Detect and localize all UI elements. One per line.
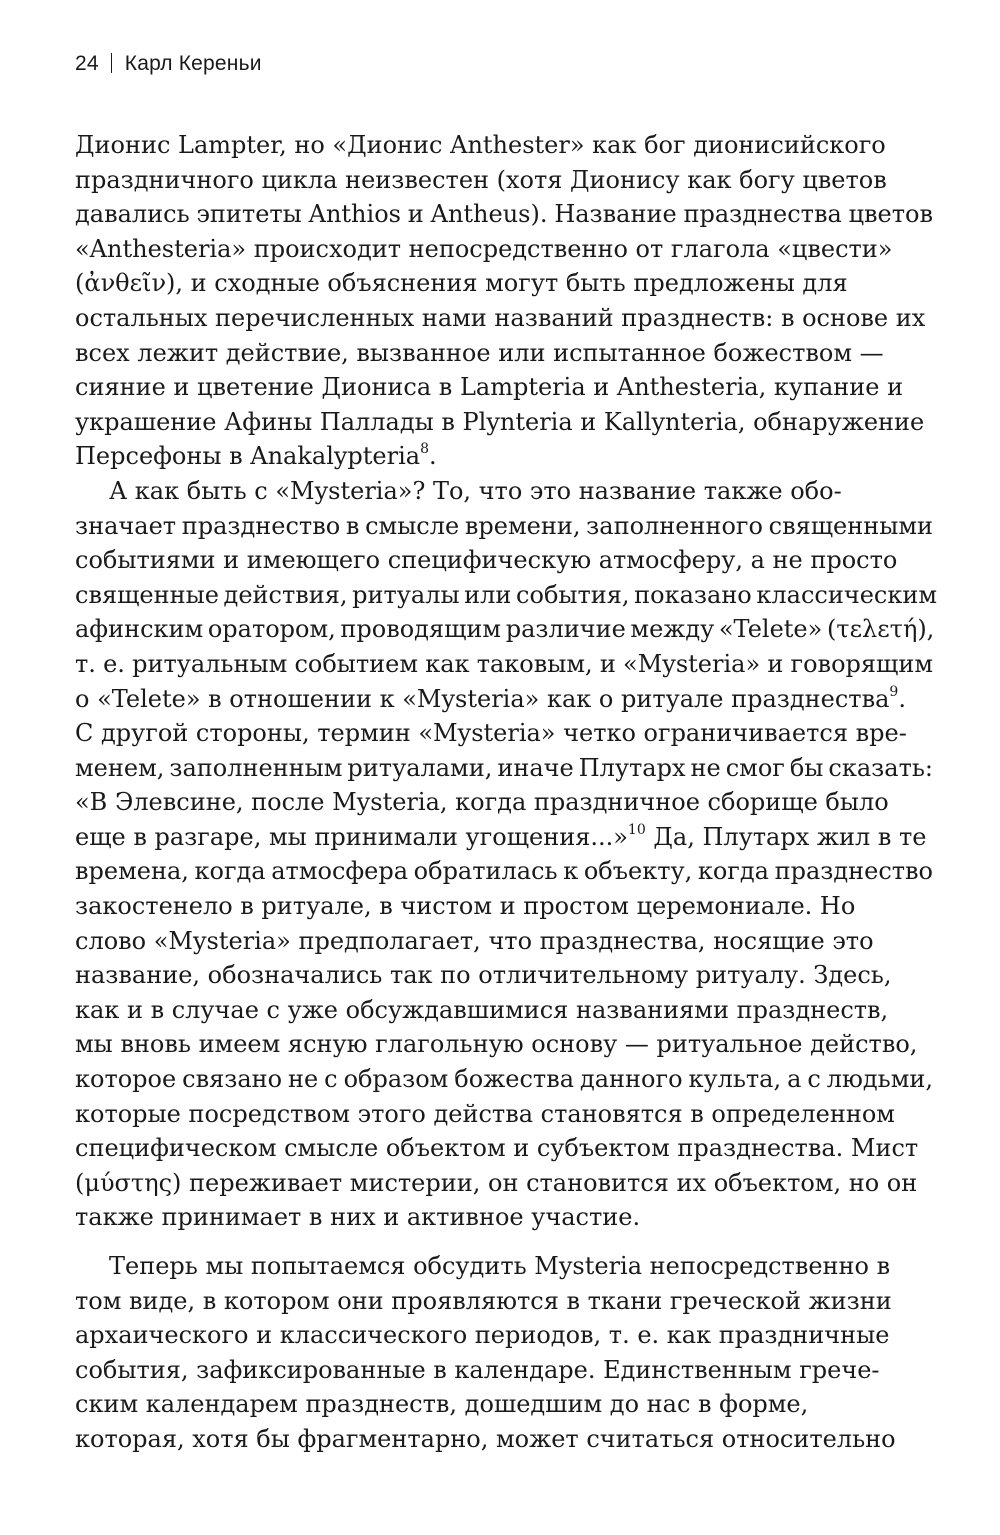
text-line: С другой стороны, термин «Mysteria» четко ограничивается вре- bbox=[75, 719, 907, 748]
text-line: специфическом смысле объектом и субъектом празднества. Мист bbox=[75, 1134, 919, 1163]
text-line: архаического и классического периодов, т. е. как праздничные bbox=[75, 1321, 890, 1350]
text-line: давались эпитеты Anthios и Antheus). Название празднества цветов bbox=[75, 200, 933, 229]
text-line: которая, хотя бы фрагментарно, может считаться относительно bbox=[75, 1424, 896, 1453]
text-line: закостенело в ритуале, в чистом и простом церемониале. Но bbox=[75, 892, 856, 921]
text-line: о «Telete» в отношении к «Mysteria» как о ритуале празднества$^9$. bbox=[75, 683, 906, 713]
text-line: еще в разгаре, мы принимали угощения...»$^{10}$ Да, Плутарх жил в те bbox=[75, 821, 927, 851]
text-line: Дионис Lampter, но «Дионис Anthester» как бог дионисийского bbox=[75, 131, 886, 159]
text-line: священные действия, ритуалы или события, показано классическим bbox=[75, 580, 937, 609]
text-line: всех лежит действие, вызванное или испытанное божеством — bbox=[75, 338, 884, 367]
text-line: «В Элевсине, после Mysteria, когда праздничное сборище было bbox=[75, 788, 889, 817]
text-line: т. е. ритуальным событием как таковым, и «Mysteria» и говорящим bbox=[75, 649, 933, 678]
text-line: времена, когда атмосфера обратилась к объекту, когда празднество bbox=[75, 857, 933, 886]
text-line: значает празднество в смысле времени, заполненного священными bbox=[75, 511, 933, 540]
running-header bbox=[75, 52, 262, 76]
text-line: события, зафиксированные в календаре. Единственным грече- bbox=[75, 1355, 880, 1384]
footnote-ref-9: 9 bbox=[889, 683, 899, 700]
running-title: Карл Кереньи bbox=[124, 52, 262, 75]
text-line: которые посредством этого действа становятся в определенном bbox=[75, 1099, 895, 1128]
footnote-ref-8: 8 bbox=[420, 441, 430, 458]
page-number: 24 bbox=[75, 52, 99, 75]
text-line: праздничного цикла неизвестен (хотя Дионису как богу цветов bbox=[75, 165, 887, 194]
text-line: мы вновь имеем ясную глагольную основу — ритуальное действо, bbox=[75, 1030, 918, 1059]
text-line: название, обозначались так по отличительному ритуалу. Здесь, bbox=[75, 961, 892, 990]
text-line: украшение Афины Паллады в Plynteria и Kallynteria, обнаружение bbox=[75, 407, 925, 436]
text-line: афинским оратором, проводящим различие между «Telete» (τελετή), bbox=[75, 615, 935, 644]
footnote-ref-10: 10 bbox=[627, 821, 646, 838]
text-line: слово «Mysteria» предполагает, что празднества, носящие это bbox=[75, 926, 874, 955]
header-separator bbox=[111, 53, 112, 73]
text-line: также принимает в них и активное участие. bbox=[75, 1203, 641, 1232]
text-line: «Anthesteria» происходит непосредственно от глагола «цвести» bbox=[75, 234, 893, 263]
text-line: событиями и имеющего специфическую атмосферу, а не просто bbox=[75, 546, 898, 575]
text-line: как и в случае с уже обсуждавшимися названиями празднеств, bbox=[75, 995, 889, 1024]
text-line: Персефоны в Anakalypteria$^8$. bbox=[75, 441, 437, 471]
text-line: (ἀνθεῖν), и сходные объяснения могут быть предложены для bbox=[75, 269, 848, 298]
text-line: остальных перечисленных нами названий празднеств: в основе их bbox=[75, 303, 926, 332]
text-line: ским календарем празднеств, дошедшим до нас в форме, bbox=[75, 1390, 809, 1419]
text-line: менем, заполненным ритуалами, иначе Плутарх не смог бы сказать: bbox=[75, 753, 933, 782]
text-line: Теперь мы попытаемся обсудить Mysteria непосредственно в bbox=[109, 1252, 891, 1280]
text-line: том виде, в котором они проявляются в ткани греческой жизни bbox=[75, 1286, 892, 1315]
text-line: сияние и цветение Диониса в Lampteria и Anthesteria, купание и bbox=[75, 373, 904, 402]
text-line: (μύστης) переживает мистерии, он становится их объектом, но он bbox=[75, 1168, 918, 1197]
text-line: которое связано не с образом божества данного культа, а с людьми, bbox=[75, 1065, 934, 1094]
body-text bbox=[75, 128, 937, 1457]
text-line: А как быть с «Mysteria»? То, что это название также обо- bbox=[109, 476, 842, 505]
